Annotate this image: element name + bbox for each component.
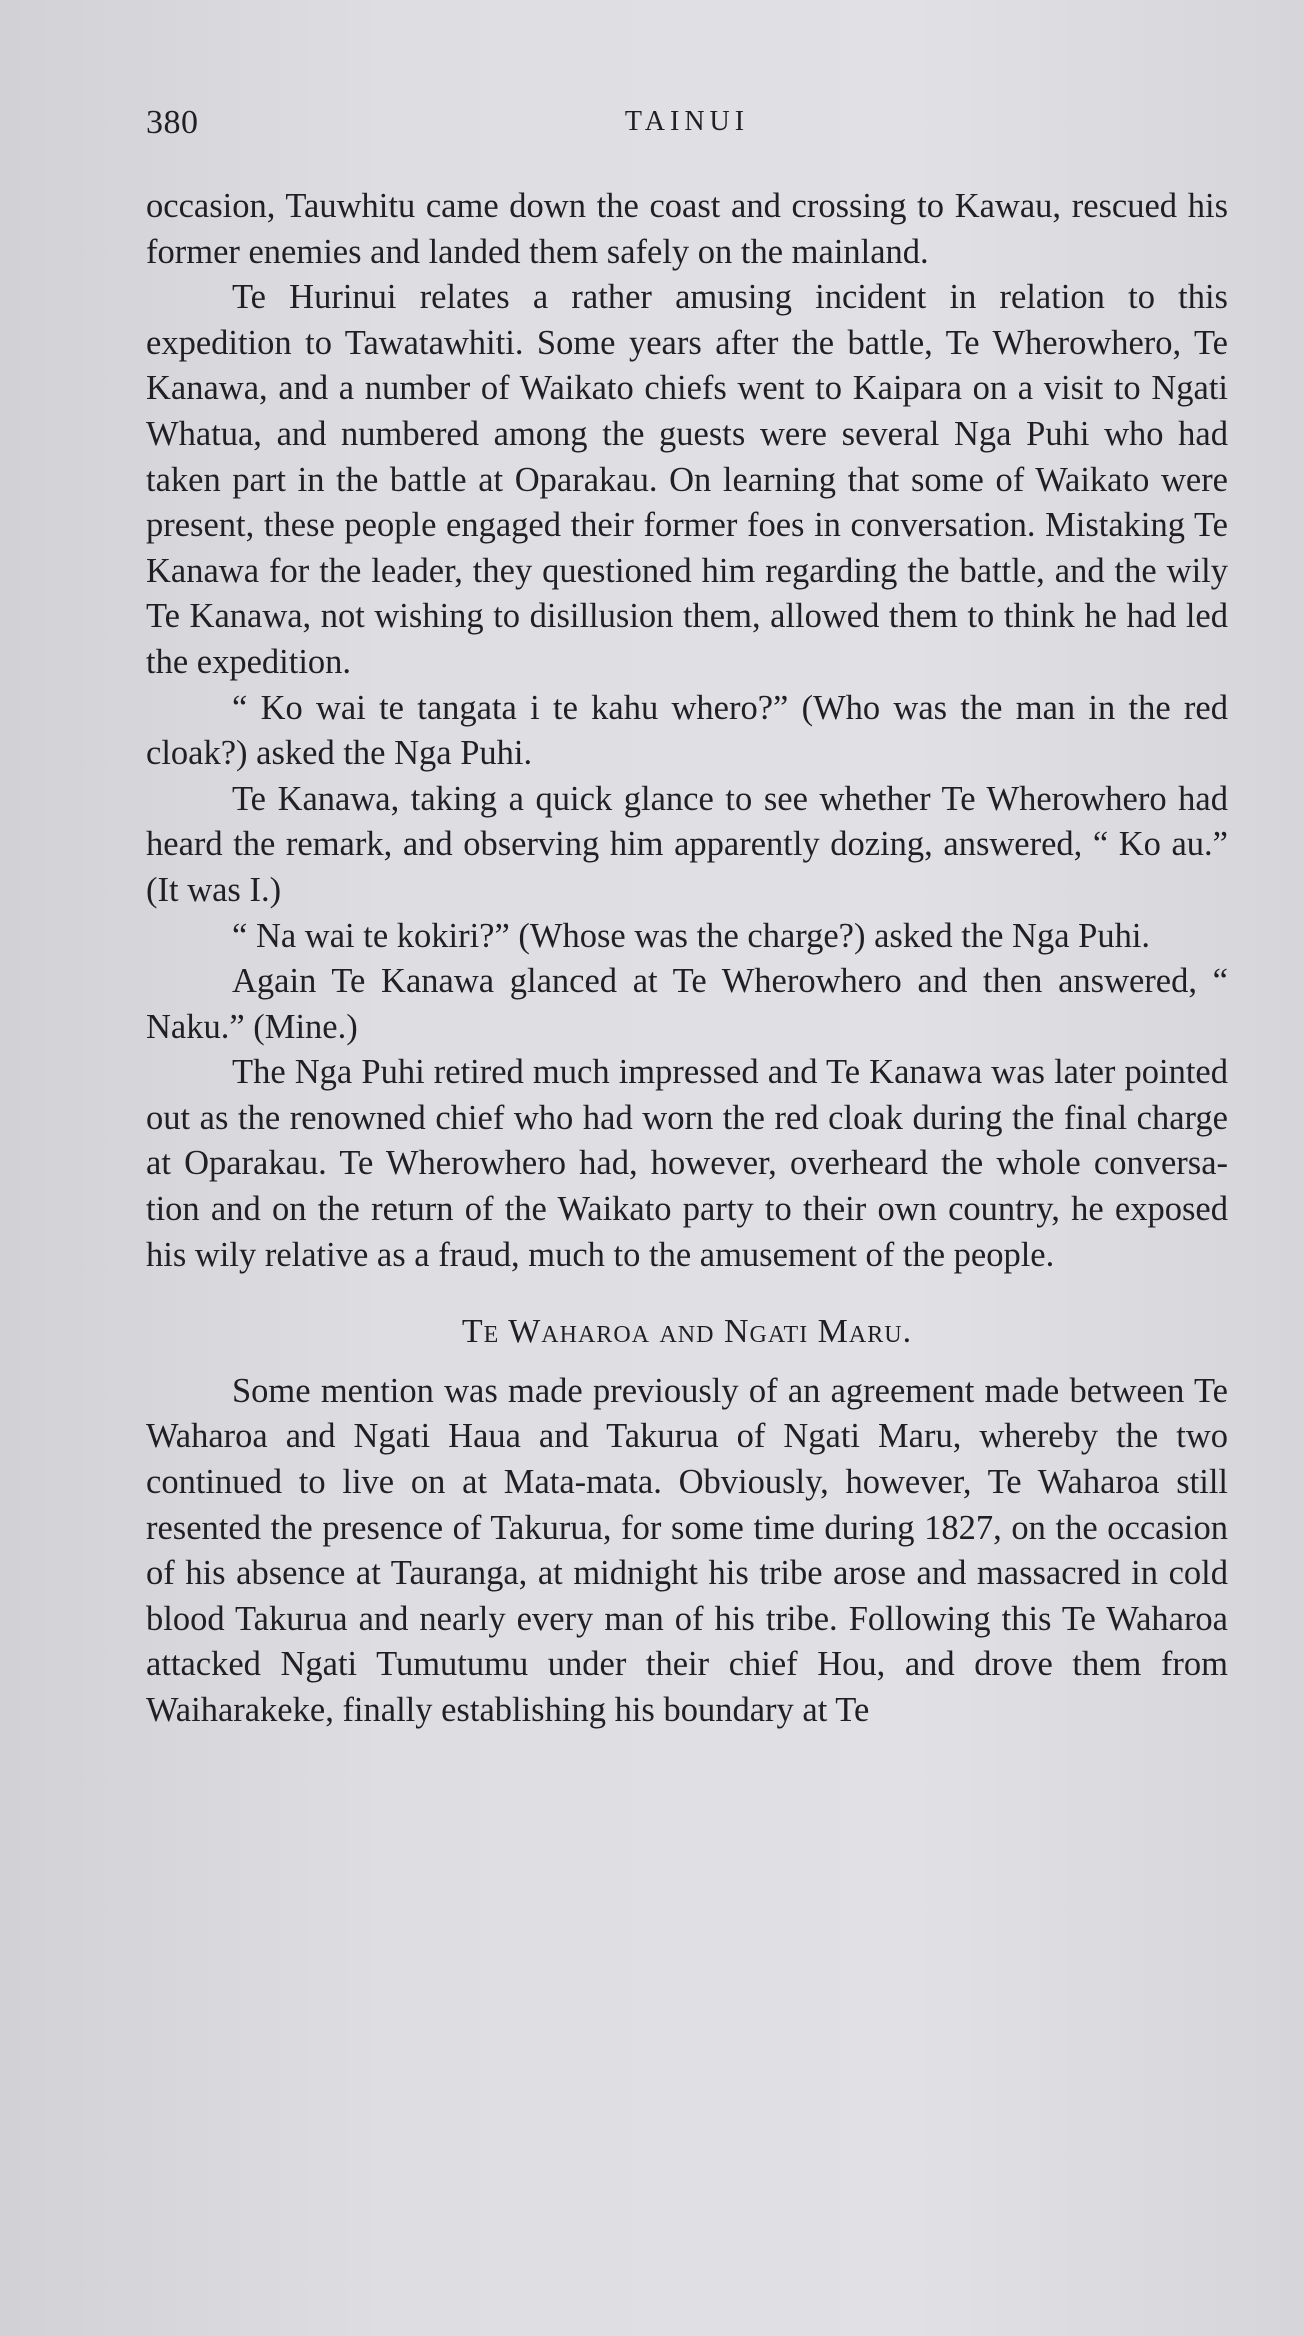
body-text	[146, 184, 1228, 1734]
page-header	[146, 104, 1228, 148]
paragraph: Some mention was made previously of an agreement made between Te Waharoa and Ngati Haua and Takurua of Ngati Maru, whereby the two continued to live on at Mata-mata. Obviously, however, Te Waharoa still resented the presence of Takurua, for some time during 1827, on the occasion of his absence at Tauranga, at midnight his tribe arose and massacred in cold blood Takurua and nearly every man of his tribe. Following this Te Waharoa attacked Ngati Tumutumu under their chief Hou, and drove them from Waiharakeke, finally establishing his boundary at Te	[146, 1371, 1228, 1729]
paragraph: The Nga Puhi retired much impressed and Te Kanawa was later pointed out as the renowned chief who had worn the red cloak during the final charge at Oparakau. Te Wherowhero had, however, overheard the whole conversa-tion and on the return of the Waikato party to their own country, he exposed his wily relative as a fraud, much to the amusement of the people.	[146, 1053, 1228, 1274]
running-head: TAINUI	[624, 106, 750, 137]
paragraph: Again Te Kanawa glanced at Te Wherowhero and then answered, “ Naku.” (Mine.)	[146, 962, 1228, 1046]
page-number: 380	[146, 104, 199, 141]
paragraph: Te Hurinui relates a rather amusing incident in relation to this expedition to Tawatawhiti. Some years after the battle, Te Wherowhero, Te Kanawa, and a number of Waikato chiefs went to Kaipara on a visit to Ngati Whatua, and numbered among the guests were several Nga Puhi who had taken part in the battle at Oparakau. On learning that some of Waikato were present, these people engaged their former foes in conversation. Mistaking Te Kanawa for the leader, they questioned him regarding the battle, and the wily Te Kanawa, not wishing to disillusion them, allowed them to think he had led the expedition.	[146, 278, 1228, 681]
section-heading: Te Waharoa and Ngati Maru.	[461, 1313, 913, 1351]
paragraph: “ Ko wai te tangata i te kahu whero?” (Who was the man in the red cloak?) asked the Nga Puhi.	[146, 688, 1228, 773]
paragraph: occasion, Tauwhitu came down the coast and crossing to Kawau, rescued his former enemies and landed them safely on the mainland.	[146, 187, 1228, 271]
paragraph: Te Kanawa, taking a quick glance to see whether Te Wherowhero had heard the remark, and observing him apparently dozing, answered, “ Ko au.” (It was I.)	[146, 779, 1228, 909]
paragraph: “ Na wai te kokiri?” (Whose was the charge?) asked the Nga Puhi.	[232, 916, 1151, 955]
